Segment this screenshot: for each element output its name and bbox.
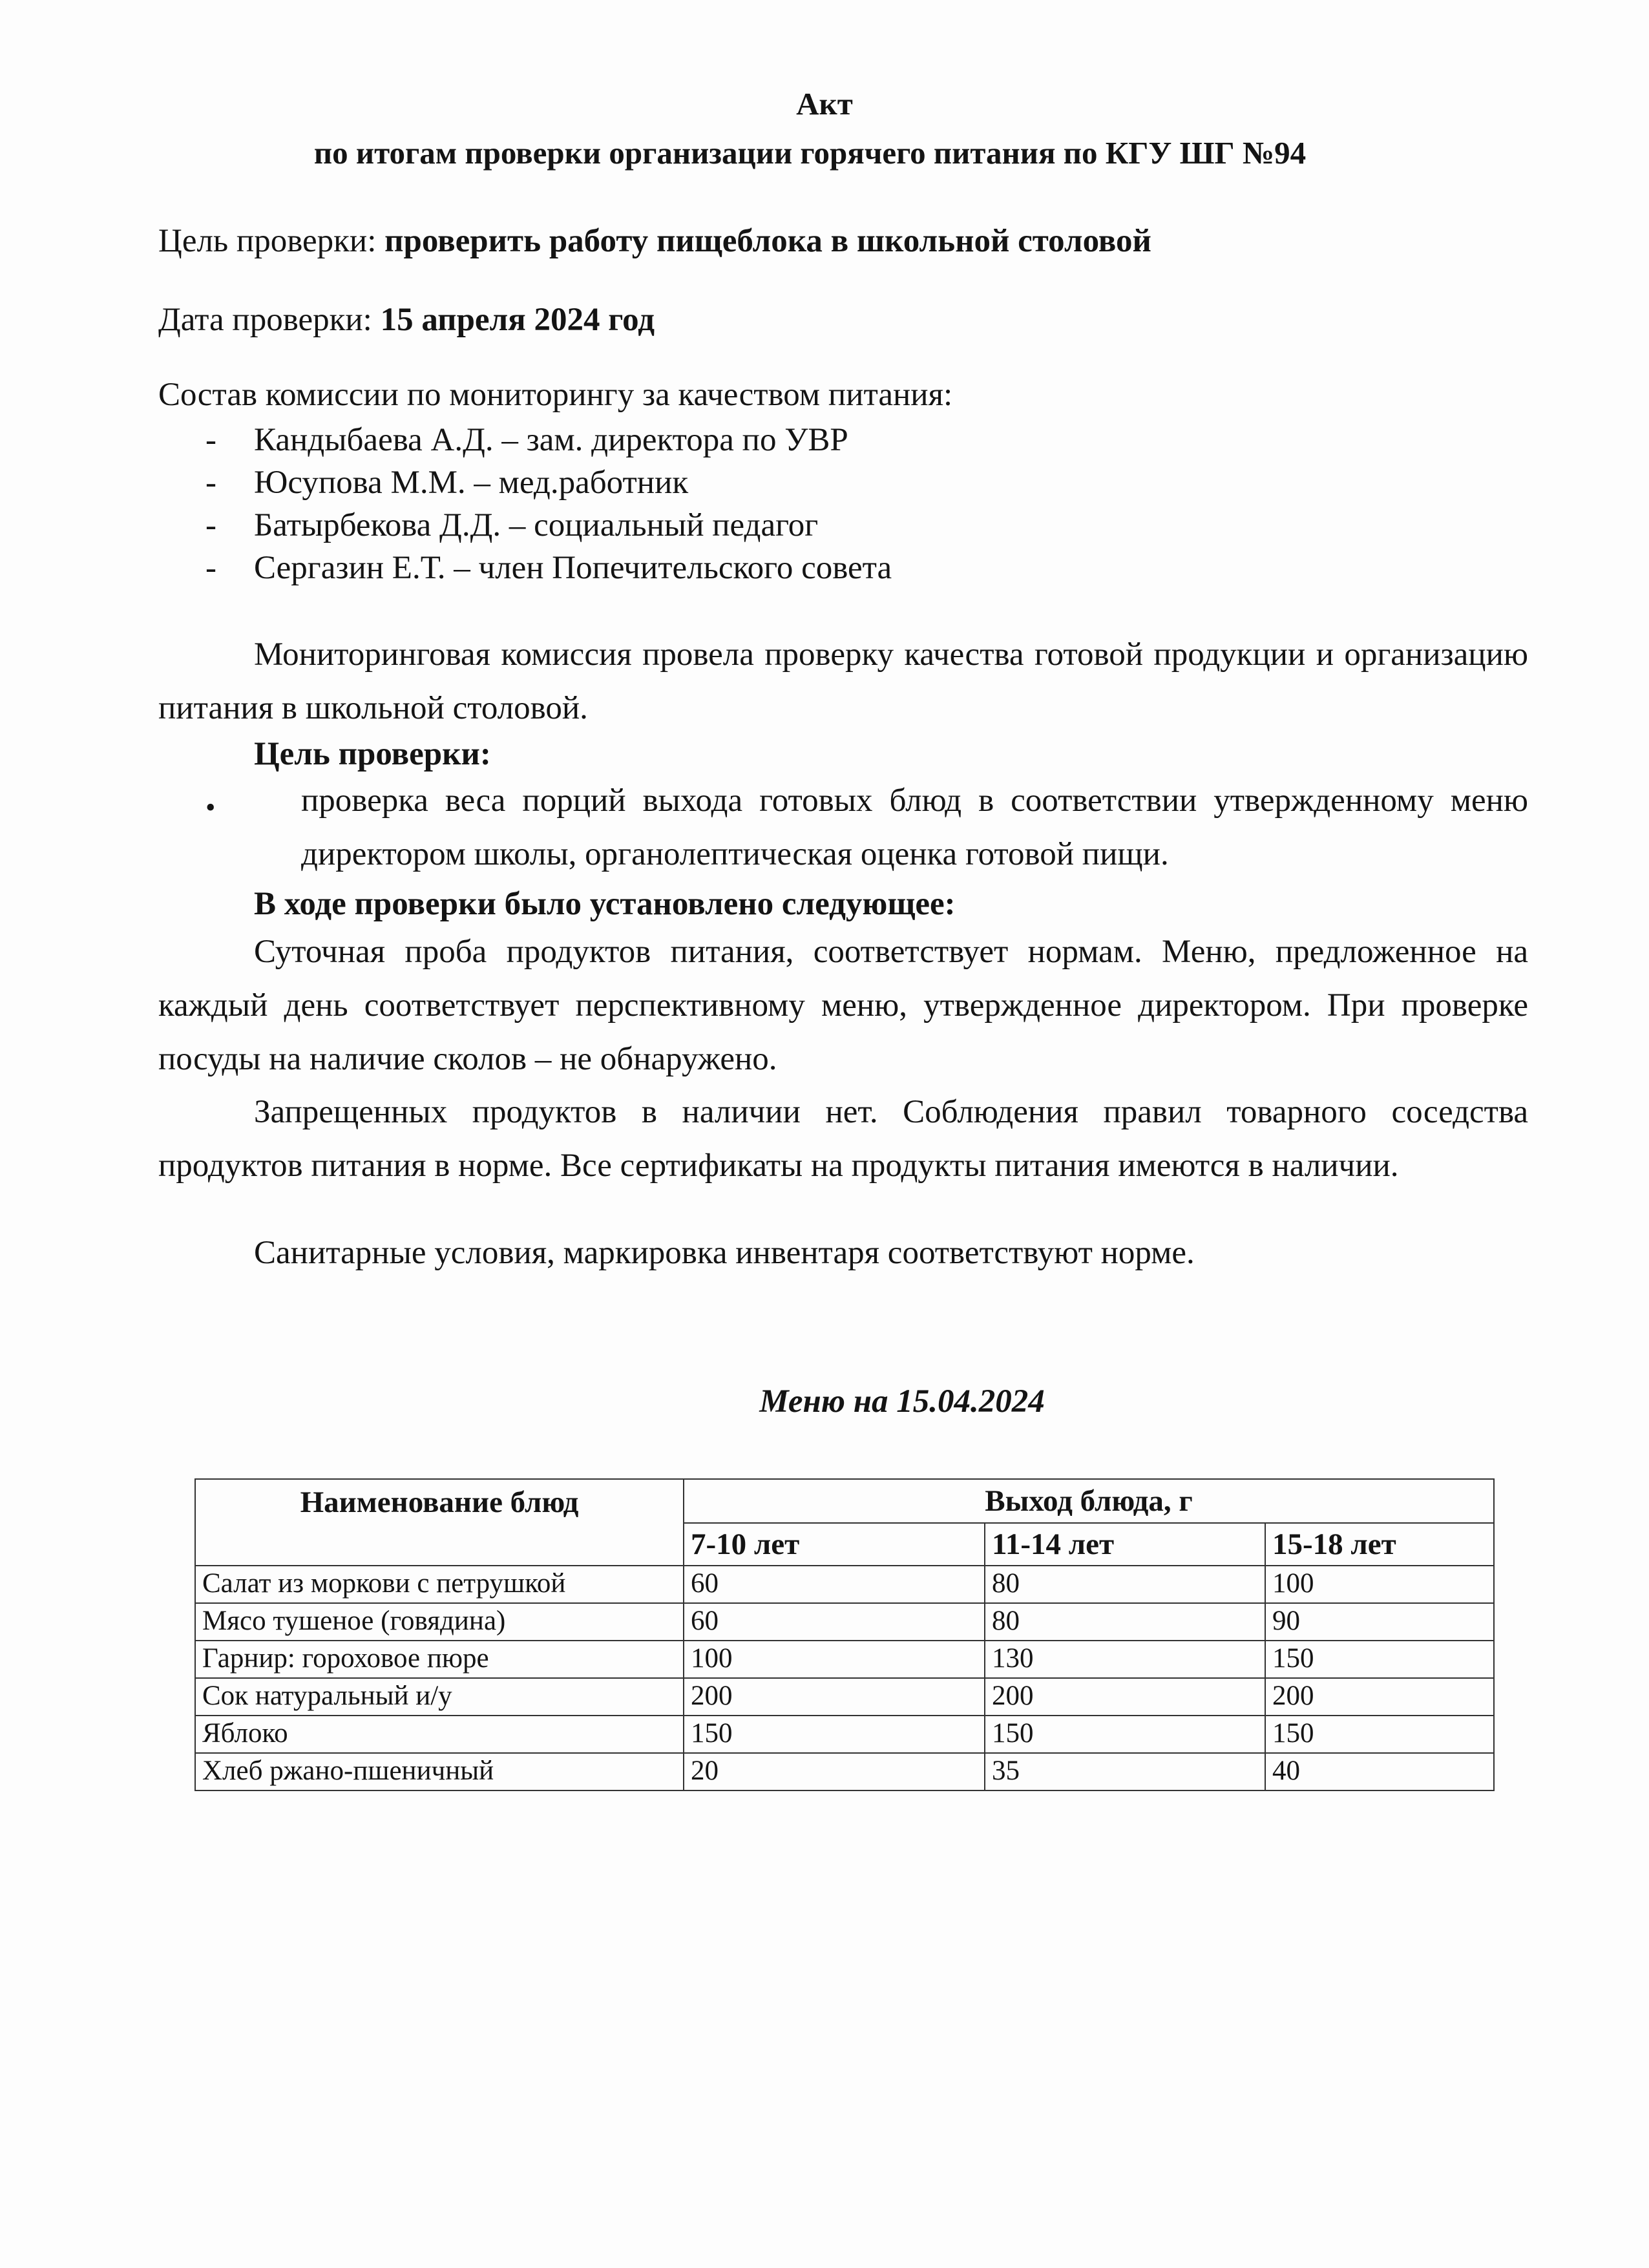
- dish-name: Гарнир: гороховое пюре: [195, 1641, 684, 1678]
- dish-name: Мясо тушеное (говядина): [195, 1603, 684, 1641]
- date-label: Дата проверки:: [158, 302, 381, 338]
- intro-paragraph: [158, 628, 1528, 735]
- dish-value: 200: [684, 1678, 985, 1716]
- dish-value: 200: [1265, 1678, 1494, 1716]
- date-value: 15 апреля 2024 год: [380, 302, 655, 338]
- table-row: [195, 1603, 1494, 1641]
- dish-value: 60: [684, 1603, 985, 1641]
- intro-text: Мониторинговая комиссия провела проверку качества готовой продукции и организацию питания в школьной столовой.: [158, 636, 1528, 726]
- dish-value: 60: [684, 1566, 985, 1603]
- dish-value: 150: [1265, 1716, 1494, 1753]
- dish-value: 200: [985, 1678, 1265, 1716]
- commission-member-dash: -: [205, 507, 216, 543]
- dish-value: 150: [985, 1716, 1265, 1753]
- dish-value: 100: [684, 1641, 985, 1678]
- dish-value: 80: [985, 1566, 1265, 1603]
- menu-col-output: Выход блюда, г: [684, 1479, 1494, 1523]
- commission-member-2: Юсупова М.М. – мед.работник: [254, 465, 689, 501]
- commission-member-4: Сергазин Е.Т. – член Попечительского совета: [254, 550, 892, 586]
- goal-item-text: проверка веса порций выхода готовых блюд в соответствии утвержденному меню директором школы, органолептическая оценка готовой пищи.: [301, 782, 1528, 872]
- menu-col-name: Наименование блюд: [195, 1479, 684, 1566]
- findings-text-3: Санитарные условия, маркировка инвентаря соответствуют норме.: [254, 1235, 1195, 1271]
- commission-member: -: [205, 422, 216, 458]
- dish-value: 150: [1265, 1641, 1494, 1678]
- findings-paragraph-3: [158, 1226, 1528, 1280]
- dish-value: 130: [985, 1641, 1265, 1678]
- commission-member-3: Батырбекова Д.Д. – социальный педагог: [254, 507, 819, 543]
- table-row: [195, 1678, 1494, 1716]
- goal-item: [301, 774, 1528, 881]
- dish-name: Яблоко: [195, 1716, 684, 1753]
- menu-table: [194, 1478, 1495, 1791]
- purpose-label: Цель проверки:: [158, 223, 385, 259]
- menu-age-header: 15-18 лет: [1265, 1523, 1494, 1566]
- findings-paragraph-1: [158, 925, 1528, 1086]
- table-row: [195, 1716, 1494, 1753]
- table-row: [195, 1566, 1494, 1603]
- findings-text-2: Запрещенных продуктов в наличии нет. Соблюдения правил товарного соседства продуктов питания в норме. Все сертификаты на продукты питания имеются в наличии.: [158, 1094, 1528, 1184]
- commission-heading: Состав комиссии по мониторингу за качеством питания:: [158, 377, 953, 413]
- dish-name: Хлеб ржано-пшеничный: [195, 1753, 684, 1790]
- goal-heading: Цель проверки:: [254, 736, 491, 772]
- menu-age-header: 7-10 лет: [684, 1523, 985, 1566]
- dish-name: Салат из моркови с петрушкой: [195, 1566, 684, 1603]
- dish-value: 40: [1265, 1753, 1494, 1790]
- dish-value: 80: [985, 1603, 1265, 1641]
- commission-member-dash: -: [205, 550, 216, 586]
- table-row: [195, 1641, 1494, 1678]
- findings-paragraph-2: [158, 1086, 1528, 1193]
- commission-member-dash: -: [205, 465, 216, 501]
- dish-name: Сок натуральный и/у: [195, 1678, 684, 1716]
- table-row: [195, 1753, 1494, 1790]
- dish-value: 90: [1265, 1603, 1494, 1641]
- dish-value: 35: [985, 1753, 1265, 1790]
- purpose-line: [158, 222, 1151, 260]
- menu-title: Меню на 15.04.2024: [759, 1383, 1045, 1420]
- dish-value: 150: [684, 1716, 985, 1753]
- doc-title: Акт: [796, 86, 853, 121]
- dish-value: 100: [1265, 1566, 1494, 1603]
- findings-text-1: Суточная проба продуктов питания, соответствует нормам. Меню, предложенное на каждый день соответствует перспективному меню, утвержденное директором. При проверке посуды на наличие сколов – не обнаружено.: [158, 934, 1528, 1077]
- dish-value: 20: [684, 1753, 985, 1790]
- doc-subtitle: по итогам проверки организации горячего питания по КГУ ШГ №94: [313, 135, 1307, 171]
- menu-age-header: 11-14 лет: [985, 1523, 1265, 1566]
- date-line: [158, 301, 655, 339]
- commission-member-1: Кандыбаева А.Д. – зам. директора по УВР: [254, 422, 848, 458]
- purpose-value: проверить работу пищеблока в школьной столовой: [384, 223, 1151, 259]
- findings-heading: В ходе проверки было установлено следующее:: [254, 886, 956, 922]
- bullet-icon: •: [205, 792, 216, 823]
